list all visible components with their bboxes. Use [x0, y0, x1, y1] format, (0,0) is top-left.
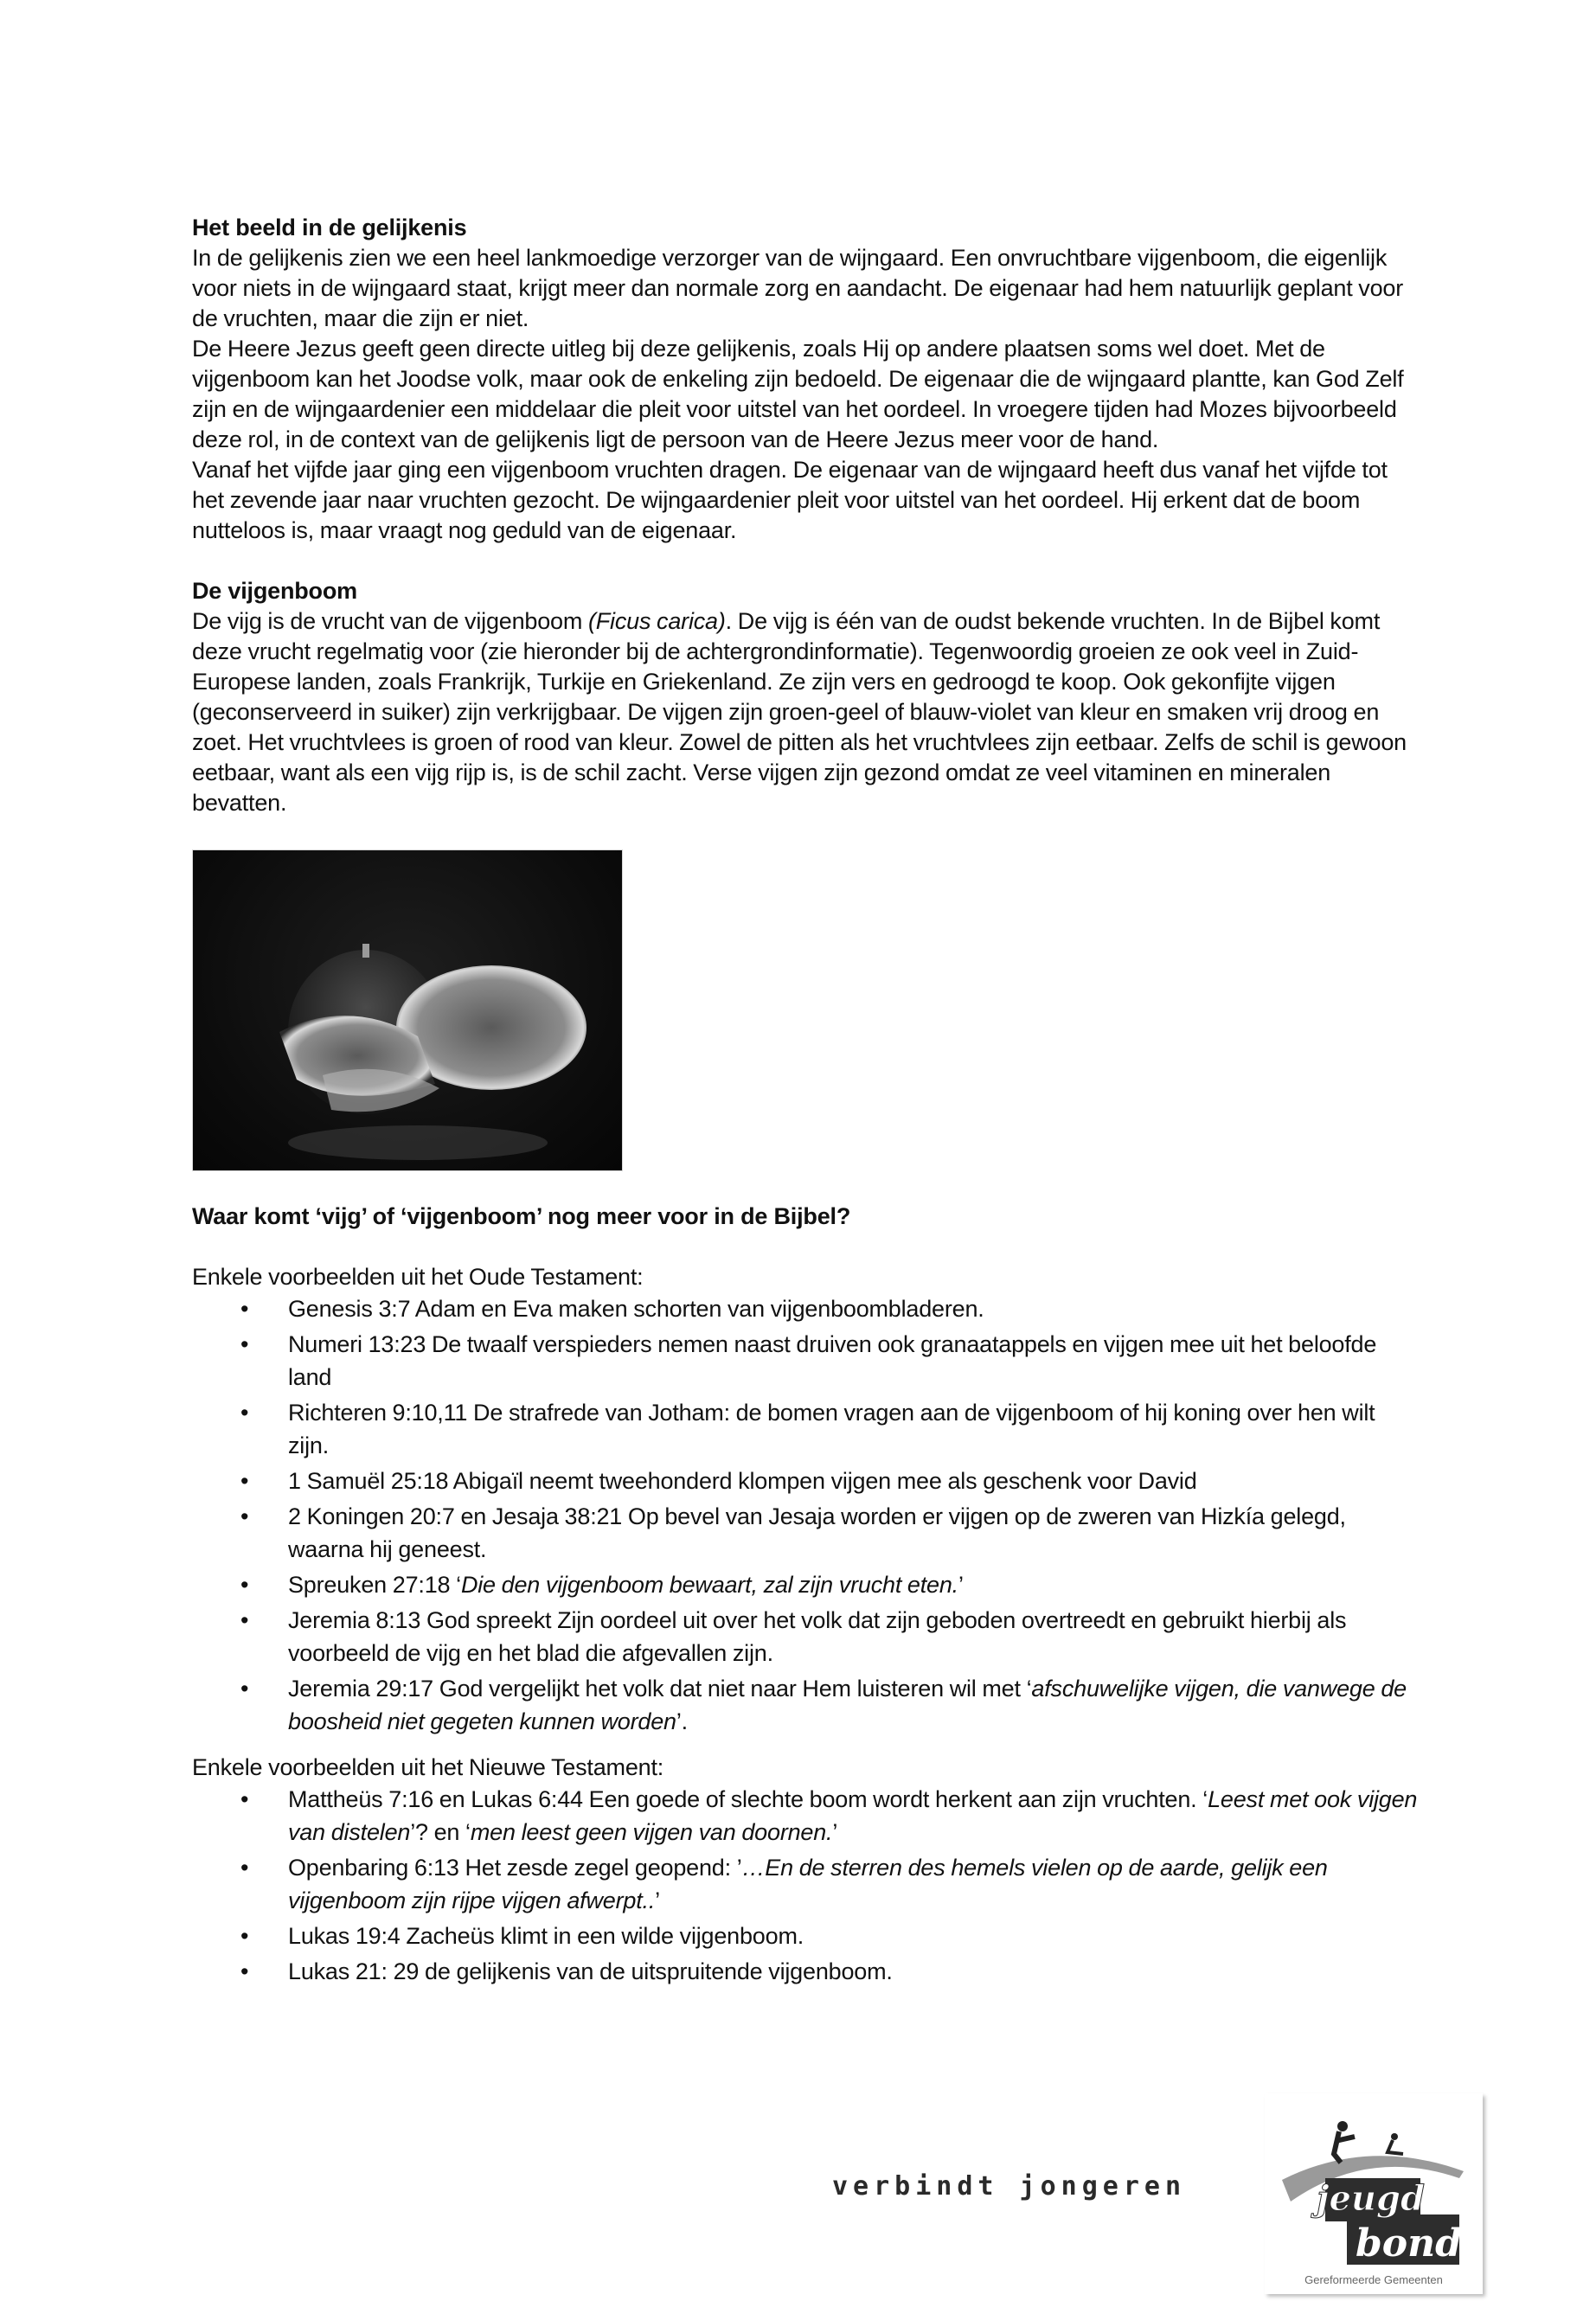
fig-image [193, 850, 622, 1170]
footer-tagline: verbindt jongeren [832, 2171, 1187, 2202]
reference-text: Openbaring 6:13 Het zesde zegel geopend: ’ [288, 1855, 742, 1881]
reference-text: 1 Samuël 25:18 Abigaïl neemt tweehonderd klompen vijgen mee als geschenk voor David [288, 1468, 1197, 1494]
quote-text: …En de sterren des hemels vielen op de aarde, gelijk een vijgenboom zijn rijpe vijgen afwerpt.. [288, 1855, 1328, 1913]
section-heading-vijgenboom: De vijgenboom [192, 578, 357, 604]
quote-text: men leest geen vijgen van doornen. [470, 1819, 833, 1845]
bullet-icon: • [240, 1400, 249, 1426]
reference-text: ’ [958, 1572, 964, 1598]
document-page [192, 213, 1420, 1990]
ot-list-item [192, 1292, 1420, 1325]
reference-text: Genesis 3:7 Adam en Eva maken schorten van vijgenboombladeren. [288, 1296, 984, 1322]
quote-text: afschuwelijke vijgen, die vanwege de boosheid niet gegeten kunnen worden [288, 1676, 1407, 1734]
reference-text: Numeri 13:23 De twaalf verspieders nemen naast druiven ook granaatappels en vijgen mee uit het beloofde land [288, 1331, 1377, 1390]
nt-list-item [192, 1851, 1420, 1917]
bullet-icon: • [240, 1958, 249, 1984]
latin-name: (Ficus carica) [587, 608, 726, 634]
quote-text: Leest met ook vijgen van distelen [288, 1786, 1418, 1845]
reference-text: 2 Koningen 20:7 en Jesaja 38:21 Op bevel van Jesaja worden er vijgen op de zweren van Hizkía gelegd, waarna hij geneest. [288, 1503, 1346, 1562]
bullet-icon: • [240, 1607, 249, 1633]
bullet-icon: • [240, 1296, 249, 1322]
ot-list-item [192, 1328, 1420, 1394]
ot-list-item [192, 1465, 1420, 1497]
reference-text: Richteren 9:10,11 De strafrede van Jotham: de bomen vragen aan de vijgenboom of hij koning over hen wilt zijn. [288, 1400, 1375, 1458]
paragraph-vijgenboom [192, 606, 1420, 818]
paragraph: De Heere Jezus geeft geen directe uitleg bij deze gelijkenis, zoals Hij op andere plaatsen soms wel doet. Met de vijgenboom kan het Joodse volk, maar ook de enkeling zijn bedoeld. De eigenaar die de wijngaard plantte, kan God Zelf zijn en de wijngaardenier een middelaar die pleit voor uitstel van het oordeel. In vroegere tijden had Mozes bijvoorbeeld deze rol, in de context van de gelijkenis ligt de persoon van de Heere Jezus meer voor de hand. [192, 336, 1404, 452]
ot-list [192, 1292, 1420, 1738]
bullet-icon: • [240, 1503, 249, 1529]
nt-list-item [192, 1783, 1420, 1849]
bullet-icon: • [240, 1923, 249, 1949]
reference-text: ’ [832, 1819, 838, 1845]
reference-text: ’. [676, 1708, 688, 1734]
bullet-icon: • [240, 1331, 249, 1357]
nt-list-item [192, 1955, 1420, 1988]
ot-list-item [192, 1396, 1420, 1462]
ot-list-item [192, 1672, 1420, 1738]
bullet-icon: • [240, 1676, 249, 1702]
fig-photo [192, 849, 623, 1171]
section-heading-bijbel: Waar komt ‘vijg’ of ‘vijgenboom’ nog meer voor in de Bijbel? [192, 1203, 851, 1229]
paragraph: Vanaf het vijfde jaar ging een vijgenboom vruchten dragen. De eigenaar van de wijngaard heeft dus vanaf het vijfde tot het zevende jaar naar vruchten gezocht. De wijngaardenier pleit voor uitstel van het oordeel. Hij erkent dat de boom nutteloos is, maar vraagt nog geduld van de eigenaar. [192, 457, 1388, 543]
reference-text: Jeremia 8:13 God spreekt Zijn oordeel uit over het volk dat zijn geboden overtreedt en gebruikt hierbij als voorbeeld de vijg en het blad die afgevallen zijn. [288, 1607, 1347, 1666]
ot-list-item [192, 1604, 1420, 1670]
bullet-icon: • [240, 1572, 249, 1598]
logo-word-bond: bond [1356, 2221, 1462, 2266]
reference-text: ’ [655, 1888, 660, 1913]
text: De vijg is de vrucht van de vijgenboom [192, 608, 588, 634]
bullet-icon: • [240, 1786, 249, 1812]
logo-graphic [1265, 2093, 1483, 2271]
logo-subtitle: Gereformeerde Gemeenten [1304, 2273, 1443, 2286]
reference-text: Lukas 21: 29 de gelijkenis van de uitspruitende vijgenboom. [288, 1958, 893, 1984]
logo-word-jeugd: jeugd [1317, 2178, 1425, 2219]
nt-list [192, 1783, 1420, 1988]
text: . De vijg is één van de oudst bekende vruchten. In de Bijbel komt deze vrucht regelmatig voor (zie hieronder bij de achtergrondinformatie). Tegenwoordig groeien ze ook veel in Zuid-Europese landen, zoals Frankrijk, Turkije en Griekenland. Ze zijn vers en gedroogd te koop. Ook gekonfijte vijgen (geconserveerd in suiker) zijn verkrijgbaar. De vijgen zijn groen-geel of blauw-violet van kleur en smaken vrij droog en zoet. Het vruchtvlees is groen of rood van kleur. Zowel de pitten als het vruchtvlees zijn eetbaar. Zelfs de schil is gewoon eetbaar, want als een vijg rijp is, is de schil zacht. Verse vijgen zijn gezond omdat ze veel vitaminen en mineralen bevatten. [192, 608, 1407, 816]
reference-text: Lukas 19:4 Zacheüs klimt in een wilde vijgenboom. [288, 1923, 804, 1949]
section-heading-gelijkenis: Het beeld in de gelijkenis [192, 215, 467, 240]
reference-text: ’? en ‘ [410, 1819, 471, 1845]
ot-list-item [192, 1500, 1420, 1566]
bullet-icon: • [240, 1855, 249, 1881]
nt-list-item [192, 1920, 1420, 1952]
jeugdbond-logo [1265, 2093, 1483, 2294]
ot-list-item [192, 1568, 1420, 1601]
ot-intro: Enkele voorbeelden uit het Oude Testament: [192, 1264, 644, 1290]
reference-text: Spreuken 27:18 ‘ [288, 1572, 461, 1598]
paragraph: In de gelijkenis zien we een heel lankmoedige verzorger van de wijngaard. Een onvruchtbare vijgenboom, die eigenlijk voor niets in de wijngaard staat, krijgt meer dan normale zorg en aandacht. De eigenaar had hem natuurlijk geplant voor de vruchten, maar die zijn er niet. [192, 245, 1404, 331]
nt-intro: Enkele voorbeelden uit het Nieuwe Testament: [192, 1754, 664, 1780]
reference-text: Jeremia 29:17 God vergelijkt het volk dat niet naar Hem luisteren wil met ‘ [288, 1676, 1032, 1702]
quote-text: Die den vijgenboom bewaart, zal zijn vrucht eten. [460, 1572, 958, 1598]
bullet-icon: • [240, 1468, 249, 1494]
reference-text: Mattheüs 7:16 en Lukas 6:44 Een goede of slechte boom wordt herkent aan zijn vruchten. ‘ [288, 1786, 1208, 1812]
